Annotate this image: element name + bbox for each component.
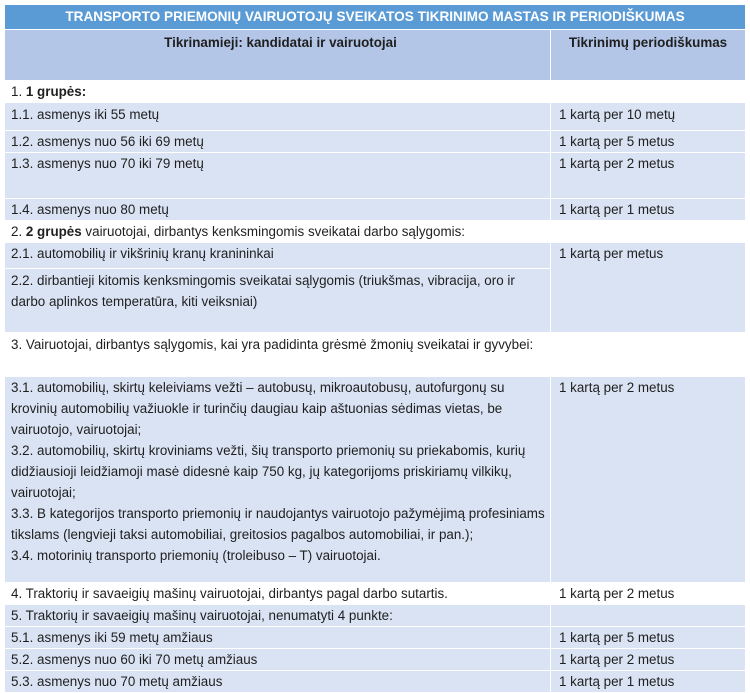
row-4-text: 4. Traktorių ir savaeigių mašinų vairuotojai, dirbantys pagal darbo sutartis. <box>5 583 551 605</box>
table-title: TRANSPORTO PRIEMONIŲ VAIRUOTOJŲ SVEIKATOS TIKRINIMO MASTAS IR PERIODIŠKUMAS <box>5 5 746 30</box>
row-5-2-text: 5.2. asmenys nuo 60 iki 70 metų amžiaus <box>5 649 551 671</box>
row-1-2-period: 1 kartą per 5 metus <box>551 131 746 153</box>
table-row <box>5 627 746 649</box>
periodicity-table <box>4 4 746 693</box>
table-row <box>5 199 746 221</box>
group-5-label: 5. Traktorių ir savaeigių mašinų vairuotojai, nenumatyti 4 punkte: <box>5 605 551 627</box>
group-3-period <box>551 333 746 377</box>
row-5-1-period: 1 kartą per 5 metus <box>551 627 746 649</box>
group-1-label: 1. 1 grupės: <box>5 81 551 103</box>
table-row <box>5 377 746 583</box>
group-2-bold: 2 grupės <box>25 224 82 239</box>
row-1-1-text: 1.1. asmenys iki 55 metų <box>5 103 551 131</box>
group-2-period <box>551 221 746 243</box>
table-row <box>5 583 746 605</box>
row-4-period: 1 kartą per 2 metus <box>551 583 746 605</box>
group-3-label: 3. Vairuotojai, dirbantys sąlygomis, kai yra padidinta grėsmė žmonių sveikatai ir gyvybei: <box>5 333 551 377</box>
row-5-1-text: 5.1. asmenys iki 59 metų amžiaus <box>5 627 551 649</box>
table-row <box>5 103 746 131</box>
group-2-label: 2. 2 grupės vairuotojai, dirbantys kenksmingomis sveikatai darbo sąlygomis: <box>5 221 551 243</box>
table-row <box>5 243 746 269</box>
table-row <box>5 131 746 153</box>
table-row <box>5 671 746 693</box>
row-1-1-period: 1 kartą per 10 metų <box>551 103 746 131</box>
group-5-period <box>551 605 746 627</box>
row-1-2-text: 1.2. asmenys nuo 56 iki 69 metų <box>5 131 551 153</box>
group-1-period <box>551 81 746 103</box>
row-2-1-text: 2.1. automobilių ir vikšrinių kranų kranininkai <box>5 243 551 269</box>
group-5-row <box>5 605 746 627</box>
header-examinees: Tikrinamieji: kandidatai ir vairuotojai <box>5 30 551 81</box>
group-1-row <box>5 81 746 103</box>
row-5-3-period: 1 kartą per 1 metus <box>551 671 746 693</box>
row-1-4-text: 1.4. asmenys nuo 80 metų <box>5 199 551 221</box>
header-periodicity: Tikrinimų periodiškumas <box>551 30 746 81</box>
row-5-2-period: 1 kartą per 2 metus <box>551 649 746 671</box>
row-1-3-period: 1 kartą per 2 metus <box>551 153 746 199</box>
table-row <box>5 153 746 199</box>
row-5-3-text: 5.3. asmenys nuo 70 metų amžiaus <box>5 671 551 693</box>
group-2-row <box>5 221 746 243</box>
table-row <box>5 649 746 671</box>
row-2-period: 1 kartą per metus <box>551 243 746 333</box>
row-1-3-text: 1.3. asmenys nuo 70 iki 79 metų <box>5 153 551 199</box>
group-1-bold: 1 grupės: <box>25 84 87 99</box>
row-3-period: 1 kartą per 2 metus <box>551 377 746 583</box>
group-3-row <box>5 333 746 377</box>
title-row <box>5 5 746 30</box>
header-row <box>5 30 746 81</box>
row-1-4-period: 1 kartą per 1 metus <box>551 199 746 221</box>
row-2-2-text: 2.2. dirbantieji kitomis kenksmingomis sveikatai sąlygomis (triukšmas, vibracija, oro ir darbo aplinkos temperatūra, kiti veiksniai) <box>5 269 551 333</box>
row-3-text: 3.1. automobilių, skirtų keleiviams vežti – autobusų, mikroautobusų, autofurgonų su krovinių automobilių važiuokle ir turinčių daugiau kaip aštuonias sėdimas vietas, be vairuotojo, vairuotojai; 3.2. automobilių, skirtų kroviniams vežti, šių transporto priemonių su priekabomis, kurių didžiausioji leidžiamoji masė didesnė kaip 750 kg, jų kategorijoms priskiriamų vilkikų, vairuotojai; 3.3. B kategorijos transporto priemonių ir naudojantys vairuotojo pažymėjimą profesiniams tikslams (lengvieji taksi automobiliai, greitosios pagalbos automobiliai, ir pan.); 3.4. motorinių transporto priemonių (troleibuso – T) vairuotojai. <box>5 377 551 583</box>
